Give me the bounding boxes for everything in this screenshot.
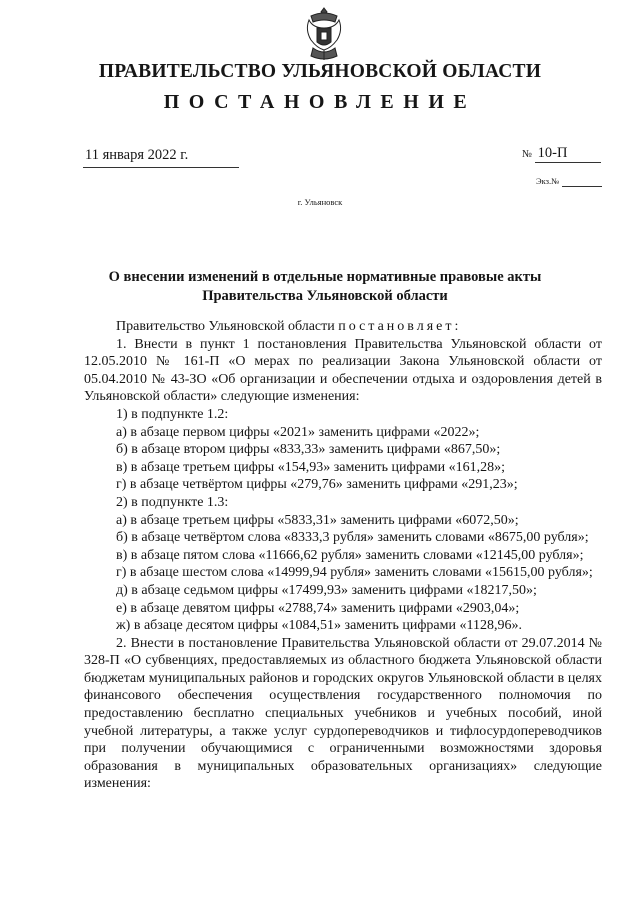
document-date: 11 января 2022 г. [85, 147, 189, 163]
document-number [522, 145, 567, 162]
document-body [84, 318, 602, 793]
paragraph: 2) в подпункте 1.3: [116, 494, 229, 510]
paragraph: г) в абзаце четвёртом цифры «279,76» заменить цифрами «291,23»; [116, 477, 518, 493]
date-underline [83, 167, 239, 168]
coat-of-arms-emblem [303, 4, 345, 62]
paragraph: 2. Внести в постановление Правительства Ульяновской области от 29.07.2014 № 328-П «О субвенциях, предоставляемых из областного бюджета Ульяновской области бюджетам муниципальных районов и городских округов Ульяновской области в целях финансового обеспечения осуществления государственного полномочия по предоставлению бесплатно специальных учебников и учебных пособий, иной учебной литературы, а также услуг сурдопереводчиков и тифлосурдопереводчиков при получении обучающимися с ограниченными возможностями здоровья образования в муниципальных образовательных организациях» следующие изменения: [84, 635, 602, 792]
paragraph: г) в абзаце шестом слова «14999,94 рубля» заменить словами «15615,00 рубля»; [116, 565, 593, 581]
intro-paragraph [84, 318, 602, 336]
paragraph: б) в абзаце четвёртом слова «8333,3 рубля» заменить словами «8675,00 рубля»; [116, 530, 589, 546]
paragraph: в) в абзаце пятом слова «11666,62 рубля» заменить словами «12145,00 рубля»; [116, 547, 584, 563]
paragraph: д) в абзаце седьмом цифры «17499,93» заменить цифрами «18217,50»; [116, 582, 537, 598]
number-label: № [522, 149, 533, 160]
government-title: ПРАВИТЕЛЬСТВО УЛЬЯНОВСКОЙ ОБЛАСТИ [98, 61, 542, 82]
paragraph: б) в абзаце втором цифры «833,33» заменить цифрами «867,50»; [116, 442, 501, 458]
intro-decree-word: постановляет: [338, 319, 462, 334]
document-type-title: ПОСТАНОВЛЕНИЕ [163, 91, 477, 113]
intro-text: Правительство Ульяновской области [116, 319, 335, 334]
paragraph: ж) в абзаце десятом цифры «1084,51» заменить цифрами «1128,96». [116, 618, 522, 634]
number-underline [535, 162, 601, 163]
document-subject: О внесении изменений в отдельные нормативные правовые акты Правительства Ульяновской области [108, 269, 542, 304]
paragraph: е) в абзаце девятом цифры «2788,74» заменить цифрами «2903,04»; [116, 600, 520, 616]
paragraph: а) в абзаце первом цифры «2021» заменить цифрами «2022»; [116, 424, 480, 440]
city-name: г. Ульяновск [297, 197, 343, 207]
paragraph: в) в абзаце третьем цифры «154,93» заменить цифрами «161,28»; [116, 459, 506, 475]
paragraph: 1. Внести в пункт 1 постановления Правительства Ульяновской области от 12.05.2010 № 161-П «О мерах по реализации Закона Ульяновской области от 05.04.2010 № 43-ЗО «Об организации и обеспечении отдыха и оздоровления детей в Ульяновской области» следующие изменения: [84, 336, 602, 405]
copy-number-underline [562, 186, 602, 187]
copy-number-label: Экз.№ [536, 176, 560, 186]
paragraph: 1) в подпункте 1.2: [116, 406, 229, 422]
paragraph: а) в абзаце третьем цифры «5833,31» заменить цифрами «6072,50»; [116, 512, 519, 528]
number-value: 10-П [537, 145, 568, 161]
